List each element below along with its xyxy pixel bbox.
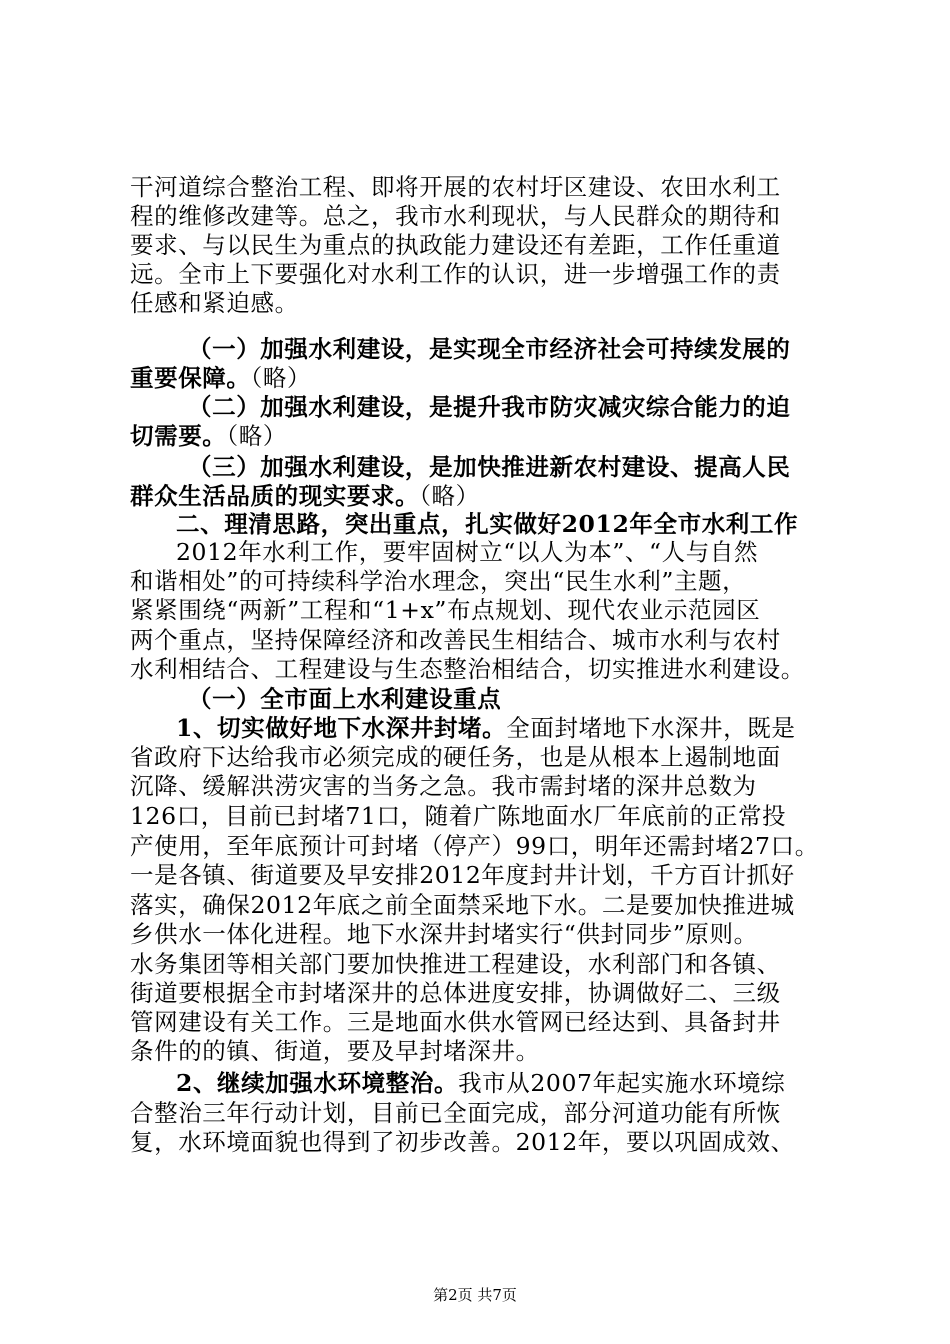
text-line bbox=[188, 452, 791, 482]
text-line bbox=[130, 172, 781, 202]
text-line bbox=[130, 625, 781, 655]
text-segment: 产使用，至年底预计可封堵（停产）99口，明年还需封堵27口。 bbox=[130, 832, 819, 860]
bold-text-segment: 重要保障。 bbox=[130, 364, 251, 392]
text-segment: 任感和紧迫感。 bbox=[130, 289, 299, 317]
text-line bbox=[130, 742, 781, 772]
text-line bbox=[130, 363, 311, 393]
bold-text-segment: 二、理清思路，突出重点，扎实做好2012年全市水利工作 bbox=[176, 510, 799, 538]
text-segment: 紧紧围绕“两新”工程和“1+x”布点规划、现代农业示范园区 bbox=[130, 596, 761, 624]
bold-text-segment: 群众生活品质的现实要求。 bbox=[130, 482, 420, 510]
bold-text-segment: （三）加强水利建设，是加快推进新农村建设、提高人民 bbox=[188, 453, 791, 481]
text-line bbox=[130, 890, 795, 920]
text-segment: 2012年水利工作，要牢固树立“以人为本”、“人与自然 bbox=[176, 538, 759, 566]
text-segment: 水利相结合、工程建设与生态整治相结合，切实推进水利建设。 bbox=[130, 655, 805, 683]
text-segment: 管网建设有关工作。三是地面水供水管网已经达到、具备封井 bbox=[130, 1008, 781, 1036]
page-footer: 第2页 共7页 bbox=[433, 1286, 517, 1304]
text-line bbox=[130, 1036, 540, 1066]
text-line bbox=[130, 481, 480, 511]
text-line bbox=[130, 566, 746, 596]
bold-text-segment: 1、切实做好地下水深井封堵。 bbox=[176, 714, 507, 742]
text-line bbox=[188, 392, 791, 422]
text-segment: 一是各镇、街道要及早安排2012年度封井计划，千方百计抓好 bbox=[130, 861, 795, 889]
text-segment: （略） bbox=[226, 422, 287, 450]
text-segment: 126口，目前已封堵71口，随着广陈地面水厂年底前的正常投 bbox=[130, 802, 787, 830]
text-line bbox=[130, 259, 781, 289]
text-line bbox=[188, 334, 791, 364]
text-segment: 干河道综合整治工程、即将开展的农村圩区建设、农田水利工 bbox=[130, 173, 781, 201]
text-segment: 乡供水一体化进程。地下水深井封堵实行“供封同步”原则。 bbox=[130, 920, 758, 948]
text-line bbox=[130, 421, 287, 451]
text-segment: 省政府下达给我市必须完成的硬任务，也是从根本上遏制地面 bbox=[130, 743, 781, 771]
text-line bbox=[130, 978, 781, 1008]
text-segment: 条件的的镇、街道，要及早封堵深井。 bbox=[130, 1037, 540, 1065]
text-line bbox=[130, 771, 757, 801]
text-line bbox=[130, 919, 758, 949]
text-segment: 两个重点，坚持保障经济和改善民生相结合、城市水利与农村 bbox=[130, 626, 781, 654]
text-segment: 水务集团等相关部门要加快推进工程建设，水利部门和各镇、 bbox=[130, 950, 781, 978]
text-line bbox=[130, 1007, 781, 1037]
text-segment: 落实，确保2012年底之前全面禁采地下水。二是要加快推进城 bbox=[130, 891, 795, 919]
text-segment: 沉降、缓解洪涝灾害的当务之急。我市需封堵的深井总数为 bbox=[130, 772, 757, 800]
text-line bbox=[130, 201, 781, 231]
bold-text-segment: （一）加强水利建设，是实现全市经济社会可持续发展的 bbox=[188, 335, 791, 363]
text-line bbox=[130, 801, 786, 831]
text-segment: 远。全市上下要强化对水利工作的认识，进一步增强工作的责 bbox=[130, 260, 781, 288]
text-segment: 复，水环境面貌也得到了初步改善。2012年，要以巩固成效、 bbox=[130, 1128, 795, 1156]
text-segment: （略） bbox=[250, 364, 312, 392]
text-line bbox=[130, 288, 299, 318]
bold-text-segment: 2、继续加强水环境整治。 bbox=[176, 1069, 459, 1097]
text-segment: 和谐相处”的可持续科学治水理念，突出“民生水利”主题， bbox=[130, 567, 747, 595]
text-segment: 街道要根据全市封堵深井的总体进度安排，协调做好二、三级 bbox=[130, 979, 781, 1007]
text-line bbox=[176, 1068, 785, 1098]
text-line bbox=[130, 595, 760, 625]
text-line bbox=[130, 1098, 781, 1128]
text-line bbox=[130, 831, 819, 861]
text-line bbox=[130, 860, 795, 890]
text-segment: 要求、与以民生为重点的执政能力建设还有差距，工作任重道 bbox=[130, 231, 781, 259]
bold-text-segment: 切需要。 bbox=[130, 422, 227, 450]
text-segment: 程的维修改建等。总之，我市水利现状，与人民群众的期待和 bbox=[130, 202, 781, 230]
text-line bbox=[130, 949, 781, 979]
bold-text-segment: （二）加强水利建设，是提升我市防灾减灾综合能力的迫 bbox=[188, 393, 791, 421]
text-line bbox=[130, 654, 805, 684]
text-line bbox=[130, 1127, 795, 1157]
text-segment: 我市从2007年起实施水环境综 bbox=[458, 1069, 786, 1097]
text-line bbox=[176, 713, 795, 743]
text-line bbox=[176, 509, 798, 539]
bold-text-segment: （一）全市面上水利建设重点 bbox=[188, 685, 502, 713]
text-segment: 全面封堵地下水深井，既是 bbox=[506, 714, 796, 742]
text-line bbox=[130, 230, 781, 260]
text-segment: 合整治三年行动计划，目前已全面完成，部分河道功能有所恢 bbox=[130, 1099, 781, 1127]
text-line bbox=[188, 684, 501, 714]
text-segment: （略） bbox=[419, 482, 480, 510]
text-line bbox=[176, 537, 758, 567]
